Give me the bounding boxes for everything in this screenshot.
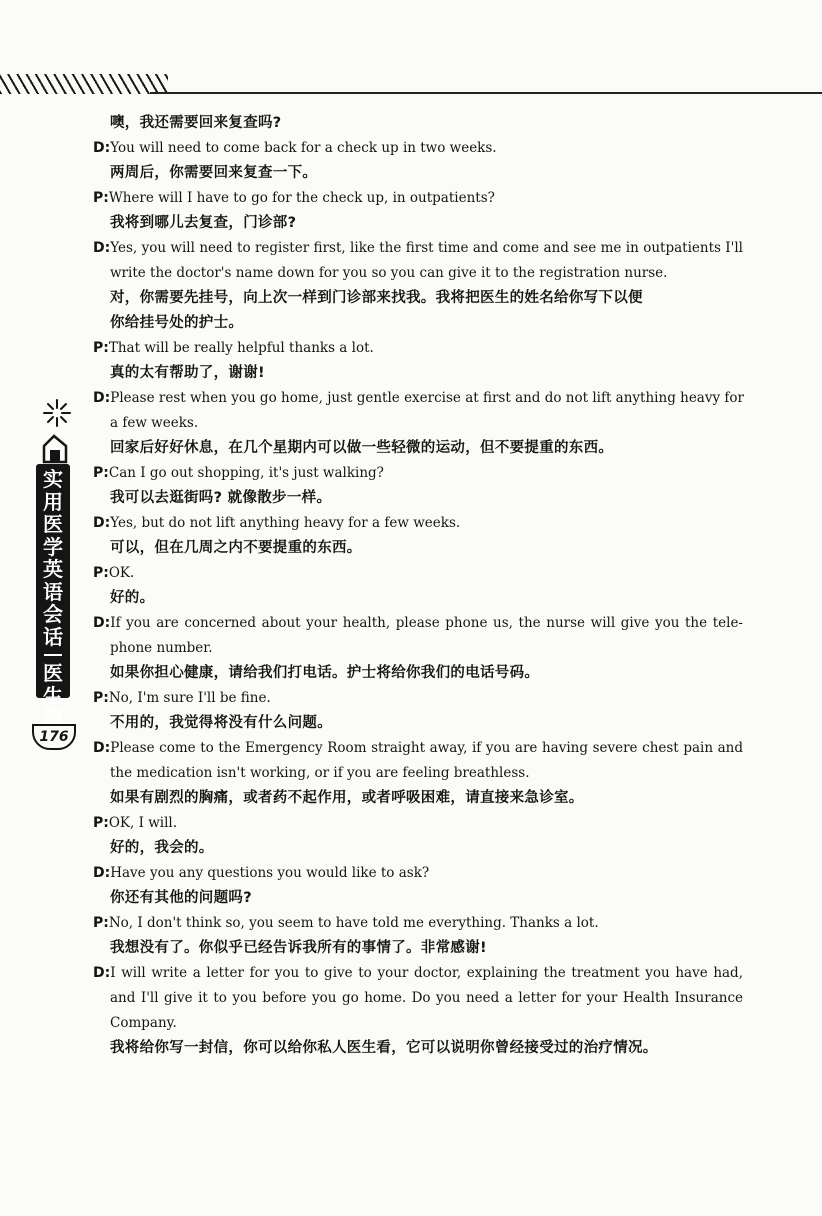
dialogue-line bbox=[93, 561, 743, 586]
dialogue-line bbox=[93, 636, 743, 661]
line-text: That will be really helpful thanks a lot. bbox=[108, 340, 374, 356]
speaker-label: P: bbox=[93, 565, 109, 581]
dialogue-line bbox=[93, 611, 743, 636]
line-text: 你给挂号处的护士。 bbox=[110, 315, 244, 331]
line-text: 你还有其他的问题吗? bbox=[110, 890, 252, 906]
line-text: If you are concerned about your health, please phone us, the nurse will give you the tele- bbox=[110, 615, 743, 631]
speaker-label: P: bbox=[93, 465, 109, 481]
line-text: 我可以去逛街吗? 就像散步一样。 bbox=[110, 490, 332, 506]
dialogue-body bbox=[93, 111, 743, 1061]
speaker-label: P: bbox=[93, 815, 109, 831]
line-text: 我将给你写一封信，你可以给你私人医生看，它可以说明你曾经接受过的治疗情况。 bbox=[110, 1040, 658, 1056]
speaker-label: D: bbox=[93, 740, 111, 756]
speaker-label: P: bbox=[93, 915, 109, 931]
line-text: Please rest when you go home, just gentle exercise at first and do not lift anything heavy for bbox=[110, 390, 744, 406]
line-text: I will write a letter for you to give to your doctor, explaining the treatment you have had, bbox=[110, 965, 743, 981]
line-text: No, I don't think so, you seem to have told me everything. Thanks a lot. bbox=[108, 915, 599, 931]
dialogue-line bbox=[93, 236, 743, 261]
page-number: 176 bbox=[32, 724, 76, 750]
header-hatch-ornament bbox=[0, 74, 168, 94]
line-text: Have you any questions you would like to ask? bbox=[110, 865, 430, 881]
line-text: 好的，我会的。 bbox=[110, 840, 214, 856]
line-text: Can I go out shopping, it's just walking? bbox=[108, 465, 384, 481]
translation-line bbox=[93, 786, 743, 811]
dialogue-line bbox=[93, 511, 743, 536]
header-rule bbox=[150, 92, 822, 94]
book-title: 实用医学英语会话 bbox=[43, 467, 63, 649]
line-text: OK, I will. bbox=[108, 815, 178, 831]
translation-line bbox=[93, 361, 743, 386]
translation-line bbox=[93, 211, 743, 236]
sparkle-icon bbox=[42, 398, 72, 428]
translation-line bbox=[93, 886, 743, 911]
translation-line bbox=[93, 1036, 743, 1061]
line-text: You will need to come back for a check up in two weeks. bbox=[110, 140, 497, 156]
line-text: 真的太有帮助了，谢谢! bbox=[110, 365, 265, 381]
vertical-title-bar bbox=[36, 464, 70, 730]
dialogue-line bbox=[93, 911, 743, 936]
title-separator bbox=[44, 654, 62, 656]
line-text: Yes, you will need to register first, like the first time and come and see me in outpatients I'll bbox=[110, 240, 743, 256]
speaker-label: P: bbox=[93, 190, 109, 206]
translation-line bbox=[93, 486, 743, 511]
dialogue-line bbox=[93, 1011, 743, 1036]
speaker-label: D: bbox=[93, 240, 111, 256]
line-text: 如果你担心健康，请给我们打电话。护士将给你我们的电话号码。 bbox=[110, 665, 540, 681]
line-text: 好的。 bbox=[110, 590, 155, 606]
line-text: and I'll give it to you before you go home. Do you need a letter for your Health Insurance bbox=[110, 990, 743, 1006]
line-text: Yes, but do not lift anything heavy for a few weeks. bbox=[110, 515, 461, 531]
line-text: Where will I have to go for the check up, in outpatients? bbox=[108, 190, 495, 206]
line-text: No, I'm sure I'll be fine. bbox=[108, 690, 271, 706]
line-text: 对，你需要先挂号，向上次一样到门诊部来找我。我将把医生的姓名给你写下以便 bbox=[110, 290, 643, 306]
translation-line bbox=[93, 436, 743, 461]
dialogue-line bbox=[93, 261, 743, 286]
dialogue-line bbox=[93, 336, 743, 361]
speaker-label: D: bbox=[93, 140, 111, 156]
line-text: 回家后好好休息，在几个星期内可以做一些轻微的运动，但不要提重的东西。 bbox=[110, 440, 614, 456]
line-text: 不用的，我觉得将没有什么问题。 bbox=[110, 715, 332, 731]
translation-line bbox=[93, 711, 743, 736]
line-text: 我将到哪儿去复查，门诊部? bbox=[110, 215, 297, 231]
dialogue-line bbox=[93, 861, 743, 886]
line-text: 噢，我还需要回来复查吗? bbox=[110, 115, 282, 131]
speaker-label: P: bbox=[93, 340, 109, 356]
speaker-label: D: bbox=[93, 615, 111, 631]
dialogue-line bbox=[93, 136, 743, 161]
line-text: OK. bbox=[108, 565, 135, 581]
translation-line bbox=[93, 286, 743, 311]
speaker-label: D: bbox=[93, 515, 111, 531]
translation-line bbox=[93, 661, 743, 686]
dialogue-line bbox=[93, 761, 743, 786]
speaker-label: D: bbox=[93, 390, 111, 406]
line-text: 可以，但在几周之内不要提重的东西。 bbox=[110, 540, 362, 556]
book-subtitle: 医生篇 bbox=[43, 661, 63, 730]
line-text: a few weeks. bbox=[110, 415, 199, 431]
translation-line bbox=[93, 161, 743, 186]
dialogue-line bbox=[93, 986, 743, 1011]
dialogue-line bbox=[93, 386, 743, 411]
translation-line bbox=[93, 111, 743, 136]
dialogue-line bbox=[93, 186, 743, 211]
line-text: phone number. bbox=[110, 640, 213, 656]
line-text: Please come to the Emergency Room straight away, if you are having severe chest pain and bbox=[110, 740, 743, 756]
translation-line bbox=[93, 936, 743, 961]
speaker-label: D: bbox=[93, 865, 111, 881]
translation-line bbox=[93, 836, 743, 861]
dialogue-line bbox=[93, 811, 743, 836]
arrow-hand-icon bbox=[40, 434, 70, 464]
line-text: 两周后，你需要回来复查一下。 bbox=[110, 165, 318, 181]
line-text: Company. bbox=[110, 1015, 177, 1031]
translation-line bbox=[93, 586, 743, 611]
dialogue-line bbox=[93, 411, 743, 436]
line-text: 我想没有了。你似乎已经告诉我所有的事情了。非常感谢! bbox=[110, 940, 487, 956]
line-text: the medication isn't working, or if you are feeling breathless. bbox=[110, 765, 530, 781]
dialogue-line bbox=[93, 686, 743, 711]
dialogue-line bbox=[93, 736, 743, 761]
translation-line bbox=[93, 311, 743, 336]
dialogue-line bbox=[93, 461, 743, 486]
line-text: 如果有剧烈的胸痛，或者药不起作用，或者呼吸困难，请直接来急诊室。 bbox=[110, 790, 584, 806]
line-text: write the doctor's name down for you so you can give it to the registration nurse. bbox=[110, 265, 668, 281]
speaker-label: D: bbox=[93, 965, 111, 981]
translation-line bbox=[93, 536, 743, 561]
dialogue-line bbox=[93, 961, 743, 986]
speaker-label: P: bbox=[93, 690, 109, 706]
